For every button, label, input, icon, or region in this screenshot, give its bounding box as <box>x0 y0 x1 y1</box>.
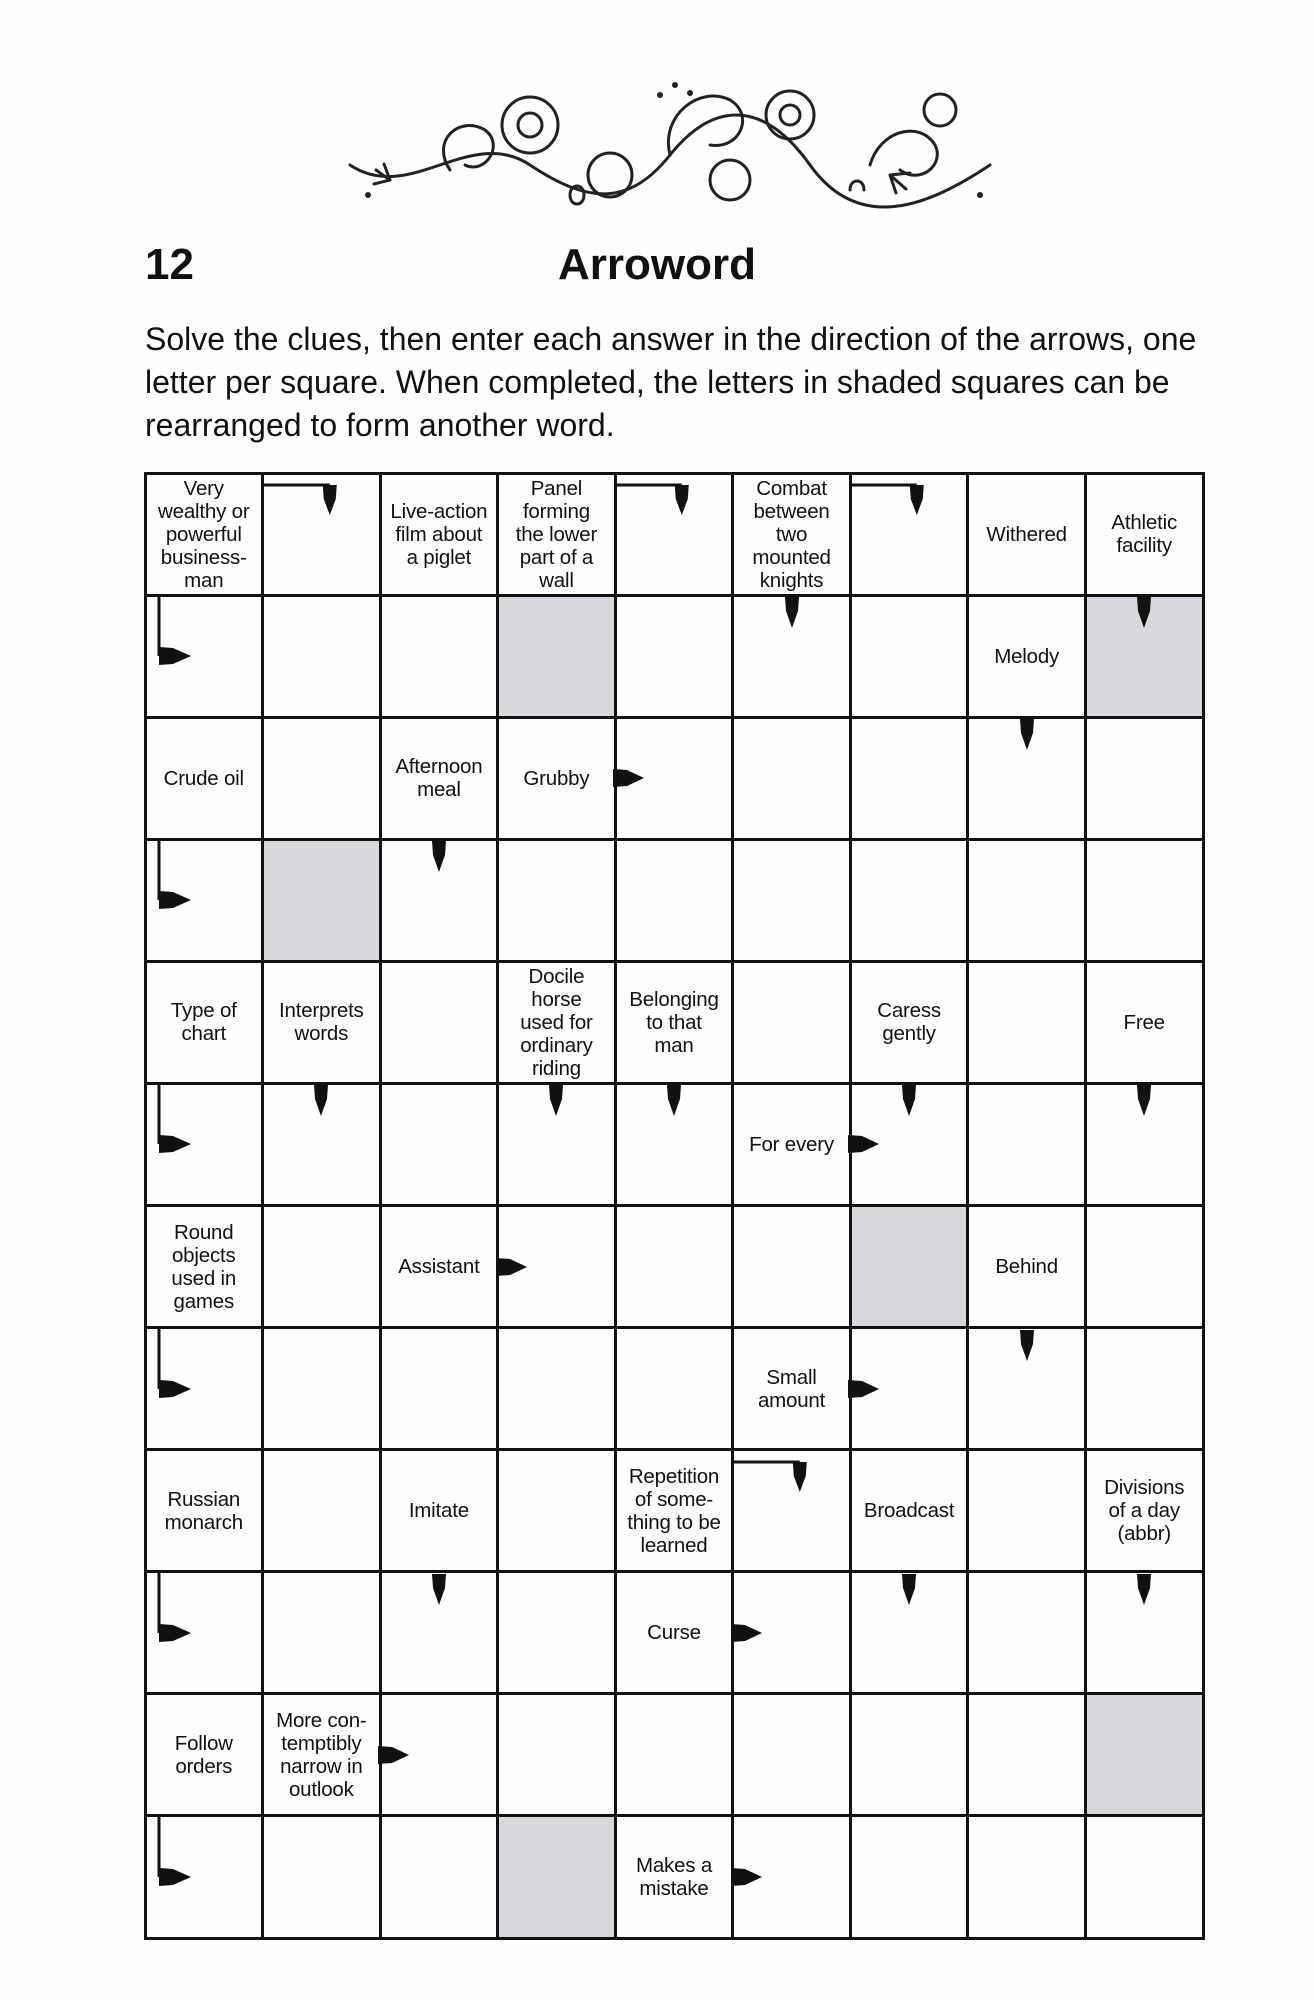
answer-square[interactable] <box>733 839 851 961</box>
answer-square[interactable] <box>263 717 381 839</box>
answer-square[interactable] <box>1085 1206 1203 1328</box>
arrow-right-icon <box>613 768 645 788</box>
clue-cell: Grubby <box>523 766 590 790</box>
arrow-down-then-right-icon <box>145 1328 205 1413</box>
answer-square[interactable] <box>263 1450 381 1572</box>
clue-cell: Repetition of some- thing to be learned <box>627 1464 721 1557</box>
arrow-down-icon <box>431 1574 447 1606</box>
grid-line <box>144 1692 1205 1695</box>
answer-square[interactable] <box>380 1816 498 1938</box>
grid-line <box>144 960 1205 963</box>
clue-cell: Small amount <box>757 1365 826 1412</box>
answer-square[interactable] <box>498 1450 616 1572</box>
arrow-right-icon <box>848 1134 880 1154</box>
clue-cell: Follow orders <box>174 1731 233 1778</box>
arrow-down-icon <box>313 1085 329 1117</box>
arrow-right-then-down-icon <box>850 473 950 517</box>
shaded-answer-square[interactable] <box>498 1816 616 1938</box>
answer-square[interactable] <box>968 961 1086 1083</box>
clue-cell: Melody <box>994 644 1060 668</box>
answer-square[interactable] <box>263 1816 381 1938</box>
clue-cell: More con- temptibly narrow in outlook <box>276 1708 367 1801</box>
answer-square[interactable] <box>968 1083 1086 1205</box>
answer-square[interactable] <box>850 839 968 961</box>
arrow-down-icon <box>1136 1085 1152 1117</box>
arrow-right-icon <box>496 1257 528 1277</box>
grid-line <box>144 1448 1205 1451</box>
arrow-down-then-right-icon <box>145 1572 205 1657</box>
clue-cell: Makes a mistake <box>635 1853 713 1900</box>
clue-cell: Behind <box>995 1255 1058 1279</box>
clue-cell: Live-action film about a piglet <box>390 499 488 569</box>
arrow-down-icon <box>431 841 447 873</box>
answer-square[interactable] <box>968 1572 1086 1694</box>
answer-square[interactable] <box>615 839 733 961</box>
arrow-right-then-down-icon <box>263 473 363 517</box>
answer-square[interactable] <box>733 717 851 839</box>
arrow-down-icon <box>1019 719 1035 751</box>
answer-square[interactable] <box>850 717 968 839</box>
answer-square[interactable] <box>733 1694 851 1816</box>
clue-cell: Interprets words <box>279 999 364 1046</box>
grid-line <box>144 1570 1205 1573</box>
answer-square[interactable] <box>968 1450 1086 1572</box>
answer-square[interactable] <box>498 1328 616 1450</box>
answer-square[interactable] <box>380 595 498 717</box>
arrow-right-then-down-icon <box>615 473 715 517</box>
clue-cell: Belonging to that man <box>629 987 719 1057</box>
clue-cell: Afternoon meal <box>395 755 483 802</box>
answer-square[interactable] <box>498 839 616 961</box>
answer-square[interactable] <box>615 1206 733 1328</box>
arrow-down-icon <box>1019 1330 1035 1362</box>
answer-square[interactable] <box>968 839 1086 961</box>
grid-line <box>144 1937 1205 1940</box>
answer-square[interactable] <box>1085 1816 1203 1938</box>
clue-cell: Docile horse used for ordinary riding <box>520 964 593 1080</box>
clue-cell: Panel forming the lower part of a wall <box>515 476 598 592</box>
clue-cell: For every <box>749 1132 834 1156</box>
answer-square[interactable] <box>615 1694 733 1816</box>
arrow-down-icon <box>1136 1574 1152 1606</box>
floral-ornament <box>330 55 1010 220</box>
arrow-down-then-right-icon <box>145 1816 205 1901</box>
arrow-down-icon <box>901 1574 917 1606</box>
arroword-grid <box>145 473 1203 1938</box>
arrow-right-icon <box>731 1867 763 1887</box>
shaded-answer-square[interactable] <box>1085 1694 1203 1816</box>
grid-line <box>144 594 1205 597</box>
puzzle-title: Arroword <box>558 240 756 289</box>
arrow-down-then-right-icon <box>145 839 205 924</box>
answer-square[interactable] <box>263 1328 381 1450</box>
clue-cell: Caress gently <box>877 999 941 1046</box>
answer-square[interactable] <box>968 1694 1086 1816</box>
answer-square[interactable] <box>850 1816 968 1938</box>
arrow-down-then-right-icon <box>145 595 205 680</box>
answer-square[interactable] <box>263 1206 381 1328</box>
clue-cell: Divisions of a day (abbr) <box>1104 1476 1185 1546</box>
arrow-right-then-down-icon <box>733 1450 833 1494</box>
answer-square[interactable] <box>1085 1328 1203 1450</box>
answer-square[interactable] <box>733 1206 851 1328</box>
clue-cell: Crude oil <box>163 766 244 790</box>
clue-cell: Free <box>1123 1010 1165 1034</box>
clue-cell: Round objects used in games <box>171 1220 237 1313</box>
answer-square[interactable] <box>968 1816 1086 1938</box>
clue-cell: Type of chart <box>170 999 237 1046</box>
puzzle-number: 12 <box>145 240 194 289</box>
answer-square[interactable] <box>380 1083 498 1205</box>
instructions: Solve the clues, then enter each answer in the direction of the arrows, one letter per square. When completed, the letters in shaded squares can be rearranged to form another word. <box>145 321 1197 443</box>
clue-cell: Broadcast <box>863 1499 955 1523</box>
clue-cell: Russian monarch <box>164 1487 243 1534</box>
arrow-down-icon <box>1136 597 1152 629</box>
arrow-right-icon <box>731 1623 763 1643</box>
grid-line <box>144 716 1205 719</box>
answer-square[interactable] <box>1085 717 1203 839</box>
clue-cell: Imitate <box>408 1499 469 1523</box>
answer-square[interactable] <box>380 961 498 1083</box>
arrow-right-icon <box>378 1745 410 1765</box>
arrow-right-icon <box>848 1379 880 1399</box>
arrow-down-icon <box>666 1085 682 1117</box>
arrow-down-icon <box>901 1085 917 1117</box>
shaded-answer-square[interactable] <box>263 839 381 961</box>
clue-cell: Combat between two mounted knights <box>752 476 831 592</box>
clue-cell: Assistant <box>398 1255 480 1279</box>
answer-square[interactable] <box>498 1694 616 1816</box>
grid-line <box>144 1204 1205 1207</box>
grid-line <box>144 1814 1205 1817</box>
answer-square[interactable] <box>733 961 851 1083</box>
answer-square[interactable] <box>263 1572 381 1694</box>
answer-square[interactable] <box>850 595 968 717</box>
clue-cell: Athletic facility <box>1111 511 1178 558</box>
clue-cell: Curse <box>647 1621 701 1645</box>
shaded-answer-square[interactable] <box>850 1206 968 1328</box>
shaded-answer-square[interactable] <box>498 595 616 717</box>
grid-line <box>144 1326 1205 1329</box>
clue-cell: Withered <box>986 522 1067 546</box>
answer-square[interactable] <box>263 595 381 717</box>
answer-square[interactable] <box>615 595 733 717</box>
arrow-down-icon <box>784 597 800 629</box>
grid-line <box>144 838 1205 841</box>
answer-square[interactable] <box>1085 839 1203 961</box>
clue-cell: Very wealthy or powerful business- man <box>158 476 250 592</box>
arrow-down-icon <box>548 1085 564 1117</box>
answer-square[interactable] <box>498 1572 616 1694</box>
answer-square[interactable] <box>615 1328 733 1450</box>
answer-square[interactable] <box>380 1328 498 1450</box>
arrow-down-then-right-icon <box>145 1083 205 1168</box>
answer-square[interactable] <box>850 1694 968 1816</box>
